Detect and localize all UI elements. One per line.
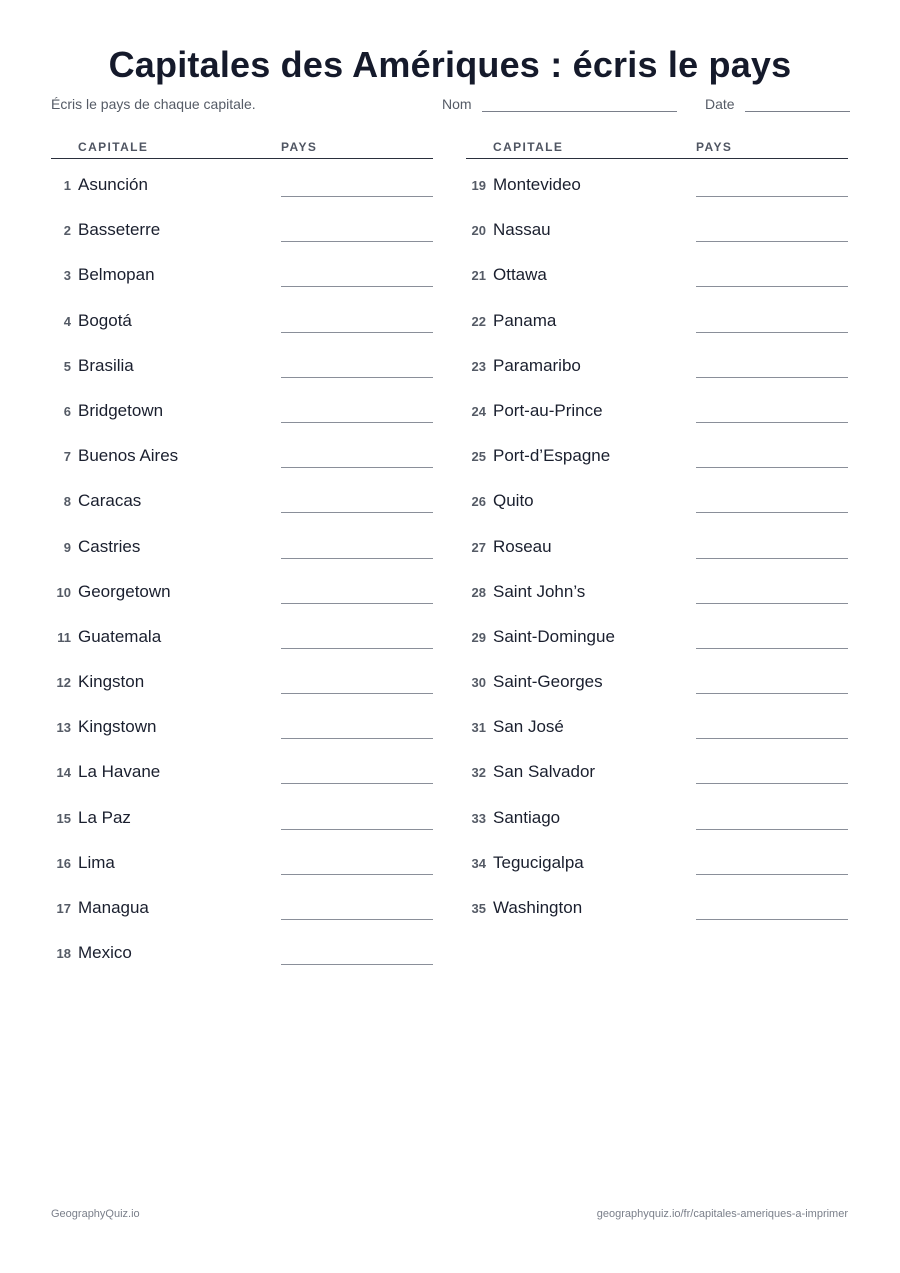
capital-name: Roseau bbox=[493, 536, 552, 556]
table-row bbox=[466, 852, 848, 897]
table-row bbox=[51, 716, 433, 761]
country-answer-line[interactable] bbox=[281, 377, 433, 378]
country-answer-line[interactable] bbox=[281, 196, 433, 197]
capital-header: CAPITALE bbox=[493, 140, 564, 154]
date-input-line[interactable] bbox=[745, 96, 850, 112]
country-answer-line[interactable] bbox=[696, 467, 848, 468]
country-answer-line[interactable] bbox=[696, 422, 848, 423]
right-rows-list bbox=[466, 174, 848, 942]
capital-name: La Havane bbox=[78, 762, 161, 782]
row-number: 30 bbox=[471, 675, 486, 691]
page-title: Capitales des Amériques : écris le pays bbox=[108, 44, 792, 85]
capital-name: Kingstown bbox=[78, 717, 157, 737]
left-column-header bbox=[51, 139, 433, 159]
table-row bbox=[51, 671, 433, 716]
country-answer-line[interactable] bbox=[696, 332, 848, 333]
country-answer-line[interactable] bbox=[281, 241, 433, 242]
table-row bbox=[466, 174, 848, 219]
date-field bbox=[705, 96, 850, 112]
capital-name: Bogotá bbox=[78, 310, 132, 330]
row-number: 23 bbox=[471, 358, 486, 374]
capital-name: Caracas bbox=[78, 491, 142, 511]
row-number: 4 bbox=[63, 313, 71, 329]
table-row bbox=[51, 219, 433, 264]
row-number: 18 bbox=[56, 946, 71, 962]
table-row bbox=[51, 536, 433, 581]
table-row bbox=[466, 400, 848, 445]
row-number: 27 bbox=[471, 539, 486, 555]
country-answer-line[interactable] bbox=[696, 693, 848, 694]
table-row bbox=[466, 355, 848, 400]
country-answer-line[interactable] bbox=[281, 964, 433, 965]
table-row bbox=[51, 581, 433, 626]
table-row bbox=[466, 807, 848, 852]
table-row bbox=[51, 264, 433, 309]
table-row bbox=[466, 445, 848, 490]
row-number: 11 bbox=[57, 629, 71, 645]
country-answer-line[interactable] bbox=[281, 467, 433, 468]
capital-name: Georgetown bbox=[78, 581, 171, 601]
right-column bbox=[466, 139, 848, 942]
table-row bbox=[466, 219, 848, 264]
country-answer-line[interactable] bbox=[696, 603, 848, 604]
table-row bbox=[51, 174, 433, 219]
row-number: 33 bbox=[471, 810, 486, 826]
name-field bbox=[442, 96, 677, 112]
capital-name: Saint John’s bbox=[493, 581, 586, 601]
table-row bbox=[466, 264, 848, 309]
capital-name: Nassau bbox=[493, 220, 551, 240]
country-answer-line[interactable] bbox=[281, 332, 433, 333]
table-row bbox=[466, 626, 848, 671]
row-number: 22 bbox=[471, 313, 486, 329]
table-row bbox=[466, 671, 848, 716]
table-row bbox=[466, 716, 848, 761]
table-row bbox=[466, 536, 848, 581]
table-row bbox=[51, 807, 433, 852]
left-column bbox=[51, 139, 433, 987]
left-rows-list bbox=[51, 174, 433, 987]
row-number: 1 bbox=[63, 178, 71, 193]
country-answer-line[interactable] bbox=[281, 783, 433, 784]
capital-name: Basseterre bbox=[78, 220, 161, 240]
country-answer-line[interactable] bbox=[696, 738, 848, 739]
country-answer-line[interactable] bbox=[281, 693, 433, 694]
row-number: 34 bbox=[471, 855, 486, 871]
capital-header: CAPITALE bbox=[78, 140, 149, 154]
row-number: 25 bbox=[471, 449, 486, 465]
table-row bbox=[51, 852, 433, 897]
row-number: 35 bbox=[471, 901, 486, 916]
country-answer-line[interactable] bbox=[696, 512, 848, 513]
row-number: 32 bbox=[471, 765, 486, 781]
capital-name: Lima bbox=[78, 852, 115, 872]
table-row bbox=[466, 310, 848, 355]
capital-name: La Paz bbox=[78, 807, 131, 827]
row-number: 6 bbox=[63, 403, 71, 419]
capital-name: Quito bbox=[493, 491, 534, 511]
capital-name: Port-d’Espagne bbox=[493, 446, 611, 466]
country-answer-line[interactable] bbox=[696, 196, 848, 197]
table-row bbox=[466, 897, 848, 942]
country-answer-line[interactable] bbox=[281, 512, 433, 513]
capital-name: Saint-Domingue bbox=[493, 626, 615, 646]
row-number: 26 bbox=[471, 494, 486, 510]
row-number: 2 bbox=[63, 223, 71, 239]
capital-name: Washington bbox=[493, 898, 583, 917]
country-answer-line[interactable] bbox=[696, 783, 848, 784]
country-answer-line[interactable] bbox=[281, 874, 433, 875]
capital-name: Bridgetown bbox=[78, 400, 164, 420]
capital-name: Montevideo bbox=[493, 175, 581, 194]
capital-name: Paramaribo bbox=[493, 355, 581, 375]
country-answer-line[interactable] bbox=[281, 738, 433, 739]
row-number: 28 bbox=[471, 584, 486, 600]
capital-name: San Salvador bbox=[493, 762, 596, 782]
capital-name: Tegucigalpa bbox=[493, 852, 584, 872]
row-number: 16 bbox=[56, 855, 71, 871]
country-answer-line[interactable] bbox=[696, 874, 848, 875]
capital-name: Managua bbox=[78, 898, 149, 917]
row-number: 12 bbox=[56, 675, 71, 691]
row-number: 5 bbox=[63, 358, 71, 374]
country-answer-line[interactable] bbox=[696, 558, 848, 559]
country-answer-line[interactable] bbox=[281, 422, 433, 423]
name-label: Nom bbox=[442, 96, 472, 112]
name-input-line[interactable] bbox=[482, 96, 677, 112]
capital-name: Belmopan bbox=[78, 265, 155, 285]
row-number: 10 bbox=[56, 584, 71, 600]
capital-name: Port-au-Prince bbox=[493, 400, 603, 420]
row-number: 13 bbox=[56, 720, 71, 736]
row-number: 24 bbox=[471, 403, 486, 419]
table-row bbox=[51, 490, 433, 535]
footer-url: geographyquiz.io/fr/capitales-ameriques-a-imprimer bbox=[596, 1208, 848, 1220]
country-answer-line[interactable] bbox=[281, 919, 433, 920]
table-row bbox=[51, 761, 433, 806]
country-answer-line[interactable] bbox=[281, 603, 433, 604]
capital-name: Buenos Aires bbox=[78, 446, 179, 466]
country-answer-line[interactable] bbox=[696, 377, 848, 378]
table-row bbox=[51, 355, 433, 400]
capital-name: Ottawa bbox=[493, 265, 547, 285]
table-row bbox=[51, 310, 433, 355]
capital-name: Mexico bbox=[78, 943, 132, 963]
footer-brand: GeographyQuiz.io bbox=[51, 1208, 140, 1220]
row-number: 8 bbox=[63, 494, 71, 510]
country-header: PAYS bbox=[696, 140, 733, 154]
row-number: 31 bbox=[471, 720, 486, 736]
table-row bbox=[51, 626, 433, 671]
country-answer-line[interactable] bbox=[696, 241, 848, 242]
capital-name: San José bbox=[493, 717, 564, 737]
row-number: 19 bbox=[471, 178, 486, 193]
row-number: 3 bbox=[63, 268, 71, 284]
capital-name: Guatemala bbox=[78, 626, 162, 646]
table-row bbox=[51, 445, 433, 490]
row-number: 21 bbox=[471, 268, 486, 284]
country-answer-line[interactable] bbox=[696, 829, 848, 830]
country-answer-line[interactable] bbox=[281, 829, 433, 830]
table-row bbox=[51, 400, 433, 445]
country-answer-line[interactable] bbox=[281, 286, 433, 287]
country-answer-line[interactable] bbox=[696, 919, 848, 920]
row-number: 17 bbox=[56, 901, 71, 916]
row-number: 7 bbox=[63, 449, 71, 465]
table-row bbox=[51, 897, 433, 942]
country-answer-line[interactable] bbox=[696, 286, 848, 287]
table-row bbox=[466, 490, 848, 535]
capital-name: Santiago bbox=[493, 807, 561, 827]
capital-name: Asunción bbox=[78, 175, 148, 194]
capital-name: Panama bbox=[493, 310, 557, 330]
capital-name: Castries bbox=[78, 536, 141, 556]
capital-name: Saint-Georges bbox=[493, 672, 603, 692]
capital-name: Brasilia bbox=[78, 355, 134, 375]
right-column-header bbox=[466, 139, 848, 159]
table-row bbox=[466, 581, 848, 626]
country-answer-line[interactable] bbox=[281, 648, 433, 649]
country-header: PAYS bbox=[281, 140, 318, 154]
country-answer-line[interactable] bbox=[696, 648, 848, 649]
row-number: 20 bbox=[471, 223, 486, 239]
row-number: 29 bbox=[471, 629, 486, 645]
row-number: 14 bbox=[56, 765, 71, 781]
table-row bbox=[466, 761, 848, 806]
date-label: Date bbox=[705, 96, 735, 112]
row-number: 15 bbox=[56, 810, 71, 826]
capital-name: Kingston bbox=[78, 672, 145, 692]
country-answer-line[interactable] bbox=[281, 558, 433, 559]
table-row bbox=[51, 942, 433, 987]
row-number: 9 bbox=[63, 539, 71, 555]
instructions-text: Écris le pays de chaque capitale. bbox=[51, 96, 256, 112]
